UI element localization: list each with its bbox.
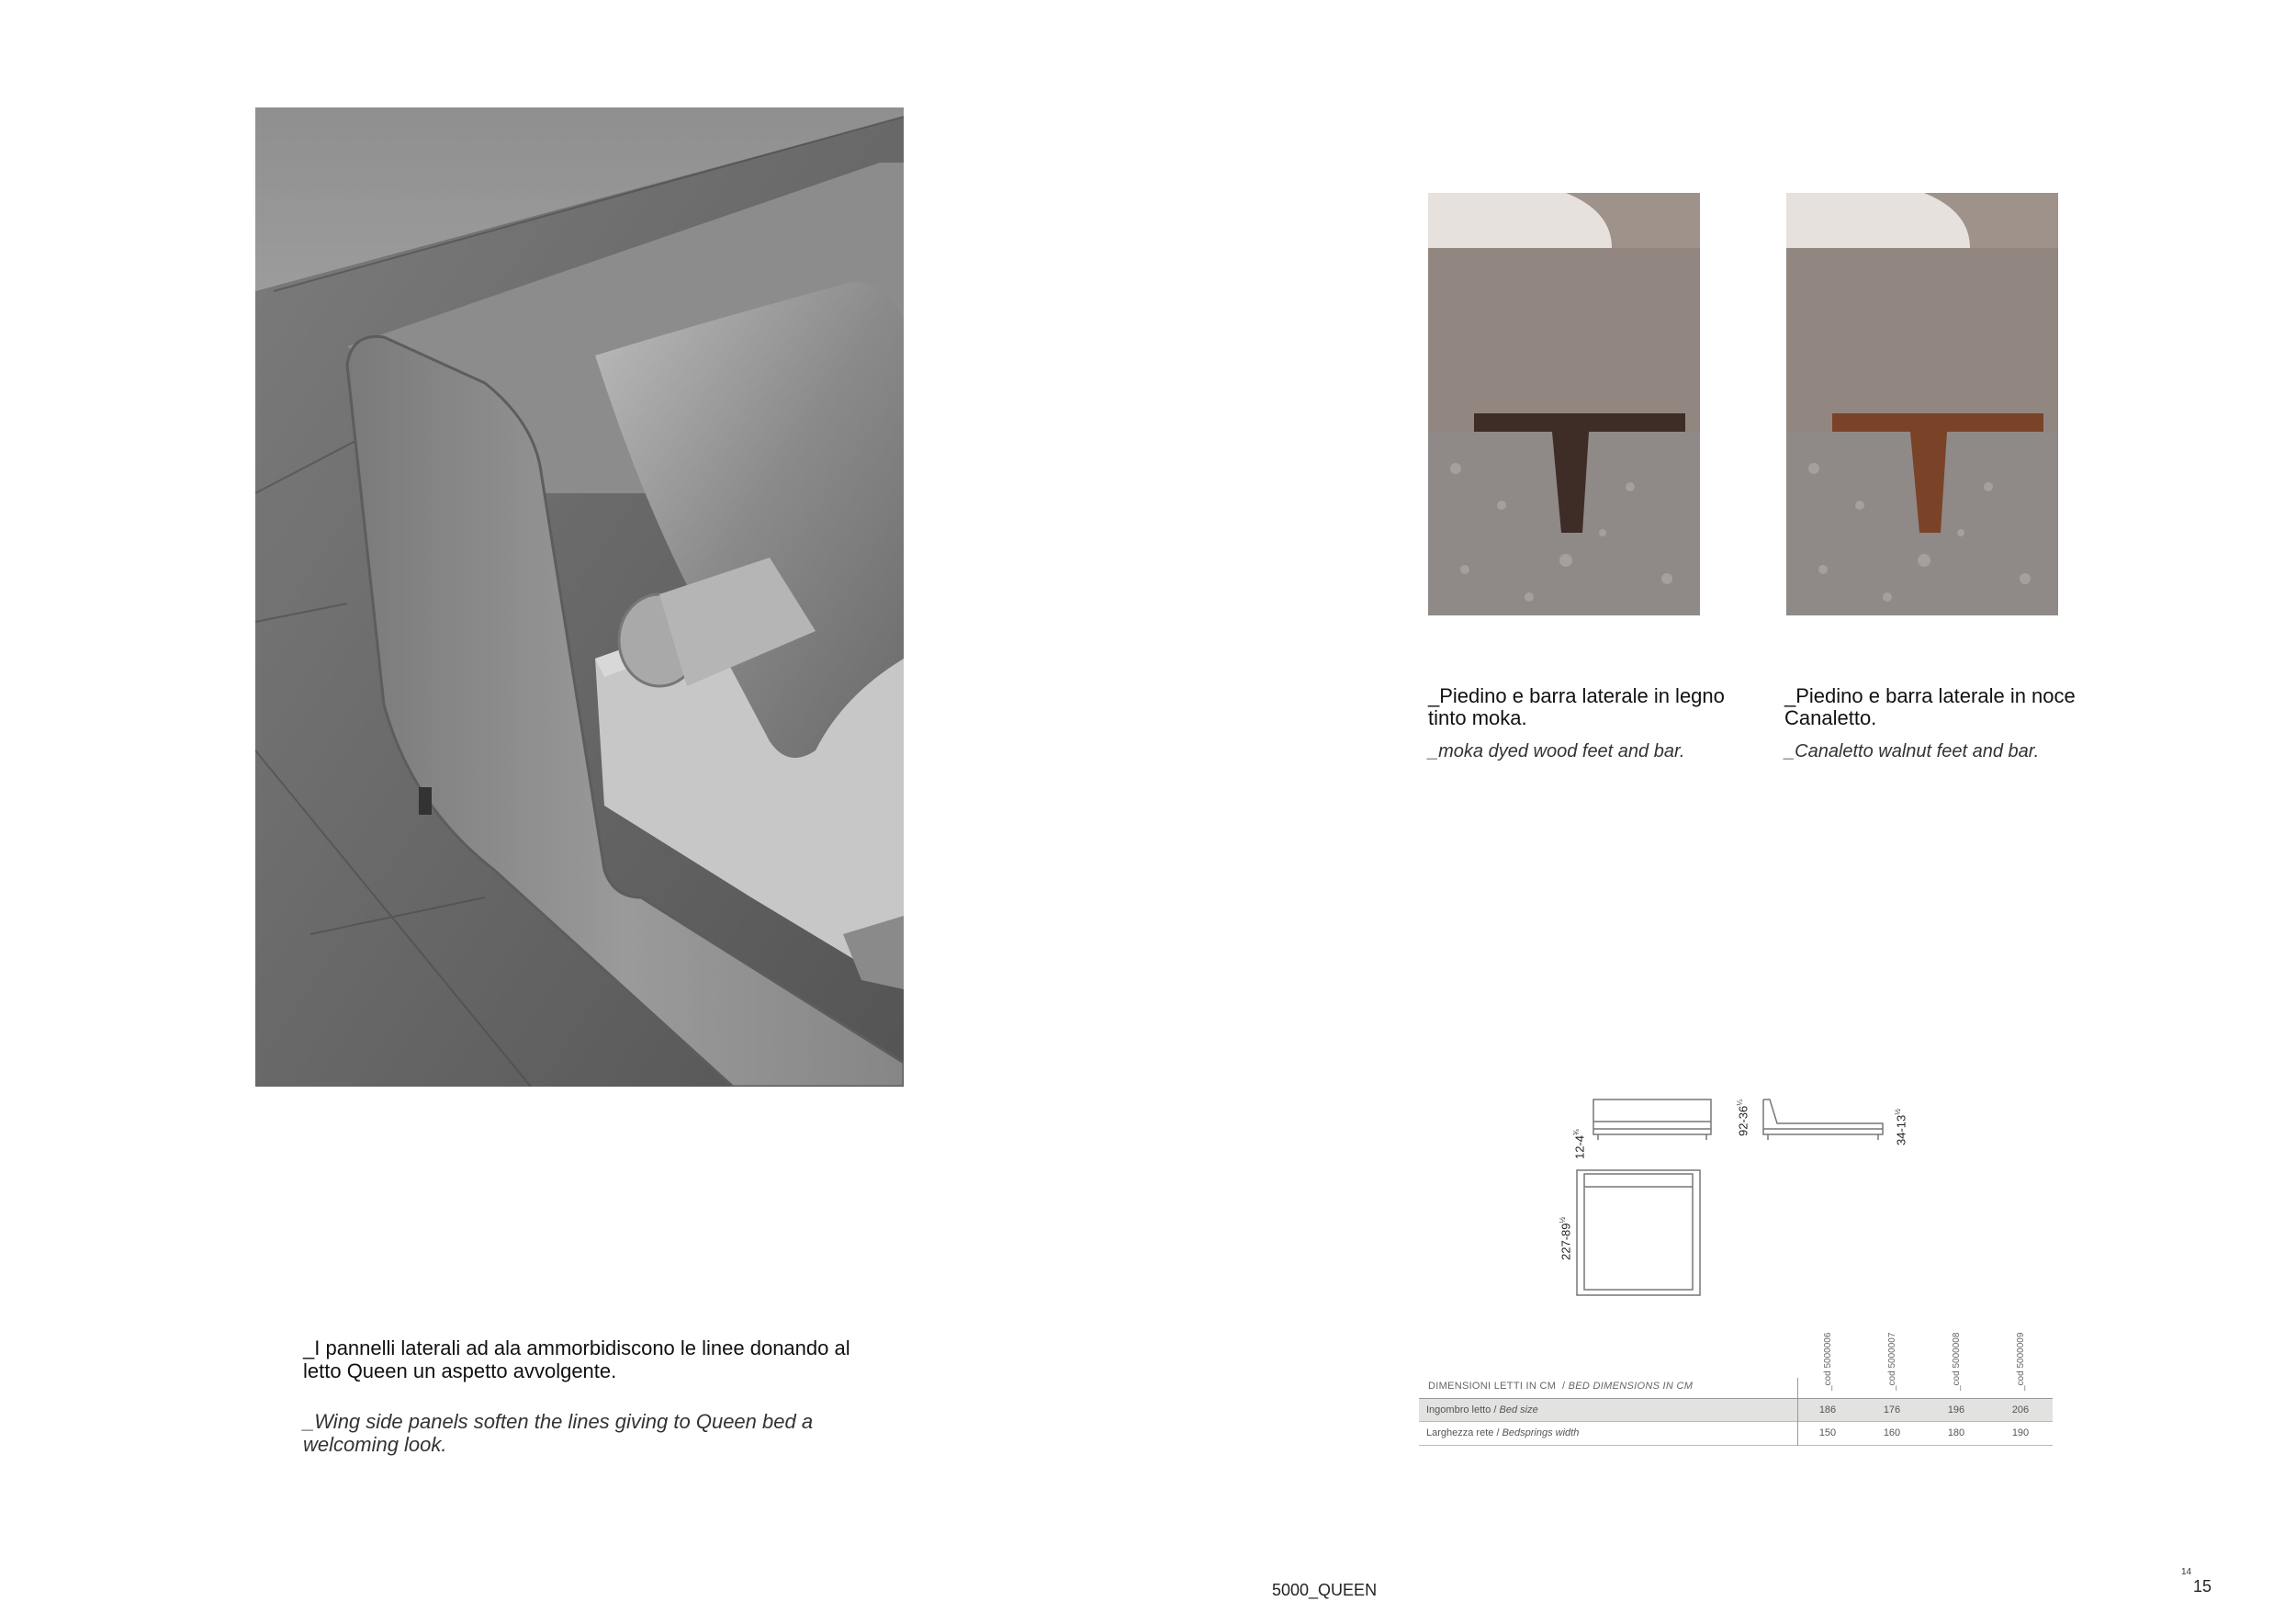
caption-it-line1: _I pannelli laterali ad ala ammorbidiscono le linee donando al	[303, 1336, 850, 1359]
finish-moka-en: _moka dyed wood feet and bar.	[1428, 741, 1685, 761]
side-view-drawing	[1759, 1098, 1887, 1144]
code-label: _cod 5000008	[1952, 1332, 1962, 1391]
walnut-wood-foot-photo-icon	[1786, 193, 2058, 615]
table-row	[1419, 1422, 2053, 1444]
finish-walnut-it-line2: Canaletto.	[1784, 706, 1877, 729]
caption-en-line1: _Wing side panels soften the lines giving to Queen bed a	[303, 1410, 814, 1433]
side-low-height-label: $34-13^{\frac{1}{2}}$	[1894, 1109, 1908, 1145]
row-label: Larghezza rete / Bedsprings width	[1426, 1427, 1580, 1438]
finish-moka-it-line2: tinto moka.	[1428, 706, 1527, 729]
finish-walnut-it-line1: _Piedino e barra laterale in noce	[1784, 684, 2076, 707]
table-cell: 180	[1947, 1427, 1965, 1438]
table-cell: 186	[1818, 1404, 1837, 1415]
finish-walnut-en: _Canaletto walnut feet and bar.	[1784, 741, 2040, 761]
code-label: _cod 5000009	[2016, 1332, 2026, 1391]
row-label: Ingombro letto / Bed size	[1426, 1404, 1538, 1415]
table-cell: 160	[1883, 1427, 1901, 1438]
footer-title: 5000_QUEEN	[1272, 1581, 1378, 1599]
table-row	[1419, 1399, 2053, 1421]
table-cell: 190	[2011, 1427, 2030, 1438]
code-label: _cod 5000007	[1887, 1332, 1897, 1391]
table-cell: 206	[2011, 1404, 2030, 1415]
plan-view-drawing	[1575, 1168, 1704, 1299]
code-label: _cod 5000006	[1823, 1332, 1833, 1391]
caption-en-line2: welcoming look.	[303, 1433, 447, 1456]
finish-photo-moka	[1428, 193, 1700, 615]
table-column-divider	[1797, 1378, 1798, 1446]
page-number: 15	[2193, 1577, 2212, 1596]
table-cell: 196	[1947, 1404, 1965, 1415]
plan-length-label: $227-89^{\frac{1}{2}}$	[1559, 1216, 1573, 1260]
bed-wing-panel-photo-icon	[255, 107, 904, 1087]
front-height-label: $12-4^{\frac{3}{4}}$	[1572, 1129, 1587, 1159]
moka-wood-foot-photo-icon	[1428, 193, 1700, 615]
table-divider	[1419, 1445, 2053, 1446]
page-number-small: 14	[2181, 1567, 2192, 1577]
front-view-drawing	[1589, 1098, 1717, 1144]
finish-moka-it-line1: _Piedino e barra laterale in legno	[1428, 684, 1725, 707]
caption-it-line2: letto Queen un aspetto avvolgente.	[303, 1359, 617, 1382]
side-height-label: $92-36^{\frac{1}{4}}$	[1736, 1100, 1750, 1136]
table-title: DIMENSIONI LETTI IN CM / BED DIMENSIONS IN CM	[1428, 1381, 1694, 1392]
finish-photo-walnut	[1786, 193, 2058, 615]
table-cell: 176	[1883, 1404, 1901, 1415]
bed-photo	[255, 107, 904, 1087]
table-cell: 150	[1818, 1427, 1837, 1438]
